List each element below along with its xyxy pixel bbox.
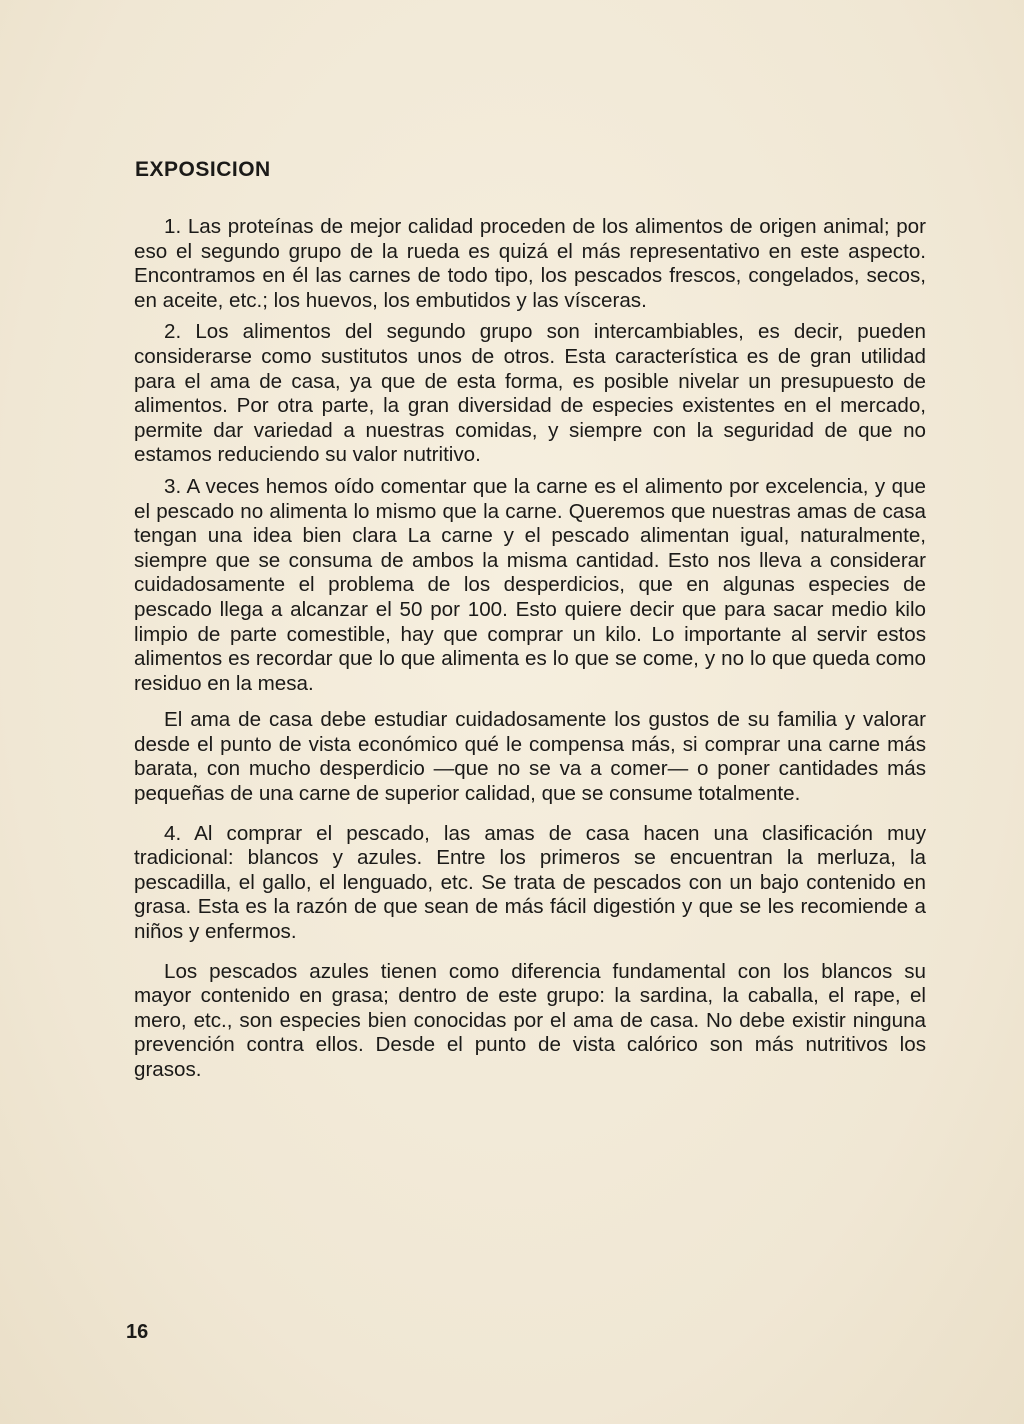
paragraph-3: 3. A veces hemos oído comentar que la carne es el alimento por excelencia, y que el pescado no alimenta lo mismo que la carne. Queremos que nuestras amas de casa tengan una idea bien clara La carne y el pescado alimentan igual, naturalmente, siempre que se consuma de ambos la misma cantidad. Esto nos lleva a considerar cuidadosamente el problema de los desperdicios, que en algunas especies de pescado llega a alcanzar el 50 por 100. Esto quiere decir que para sacar medio kilo limpio de parte comestible, hay que comprar un kilo. Lo importante al servir estos alimentos es recordar que lo que alimenta es lo que se come, y no lo que queda como residuo en la mesa. — [134, 474, 926, 695]
section-heading: EXPOSICION — [135, 158, 271, 181]
paragraph-2: 2. Los alimentos del segundo grupo son intercambiables, es decir, pueden considerarse como sustitutos unos de otros. Esta característica es de gran utilidad para el ama de casa, ya que de esta forma, es posible nivelar un presupuesto de alimentos. Por otra parte, la gran diversidad de especies existentes en el mercado, permite dar variedad a nuestras comidas, y siempre con la seguridad de que no estamos reduciendo su valor nutritivo. — [134, 320, 926, 467]
page-number: 16 — [126, 1321, 149, 1343]
paragraph-1: 1. Las proteínas de mejor calidad proceden de los alimentos de origen animal; por eso el segundo grupo de la rueda es quizá el más representativo en este aspecto. Encontramos en él las carnes de todo tipo, los pescados frescos, congelados, secos, en aceite, etc.; los huevos, los embutidos y las vísceras. — [134, 215, 926, 312]
paragraph-4: El ama de casa debe estudiar cuidadosamente los gustos de su familia y valorar desde el punto de vista económico qué le compensa más, si comprar una carne más barata, con mucho desperdicio —que no se va a comer— o poner cantidades más pequeñas de una carne de superior calidad, que se consume totalmente. — [134, 708, 926, 806]
body-text — [134, 215, 926, 1083]
paragraph-5: 4. Al comprar el pescado, las amas de casa hacen una clasificación muy tradicional: blancos y azules. Entre los primeros se encuentran la merluza, la pescadilla, el gallo, el lenguado, etc. Se trata de pescados con un bajo contenido en grasa. Esta es la razón de que sean de más fácil digestión y que se les recomiende a niños y enfermos. — [134, 821, 926, 944]
paragraph-6: Los pescados azules tienen como diferencia fundamental con los blancos su mayor contenido en grasa; dentro de este grupo: la sardina, la caballa, el rape, el mero, etc., son especies bien conocidas por el ama de casa. No debe existir ninguna prevención contra ellos. Desde el punto de vista calórico son más nutritivos los grasos. — [134, 959, 926, 1081]
